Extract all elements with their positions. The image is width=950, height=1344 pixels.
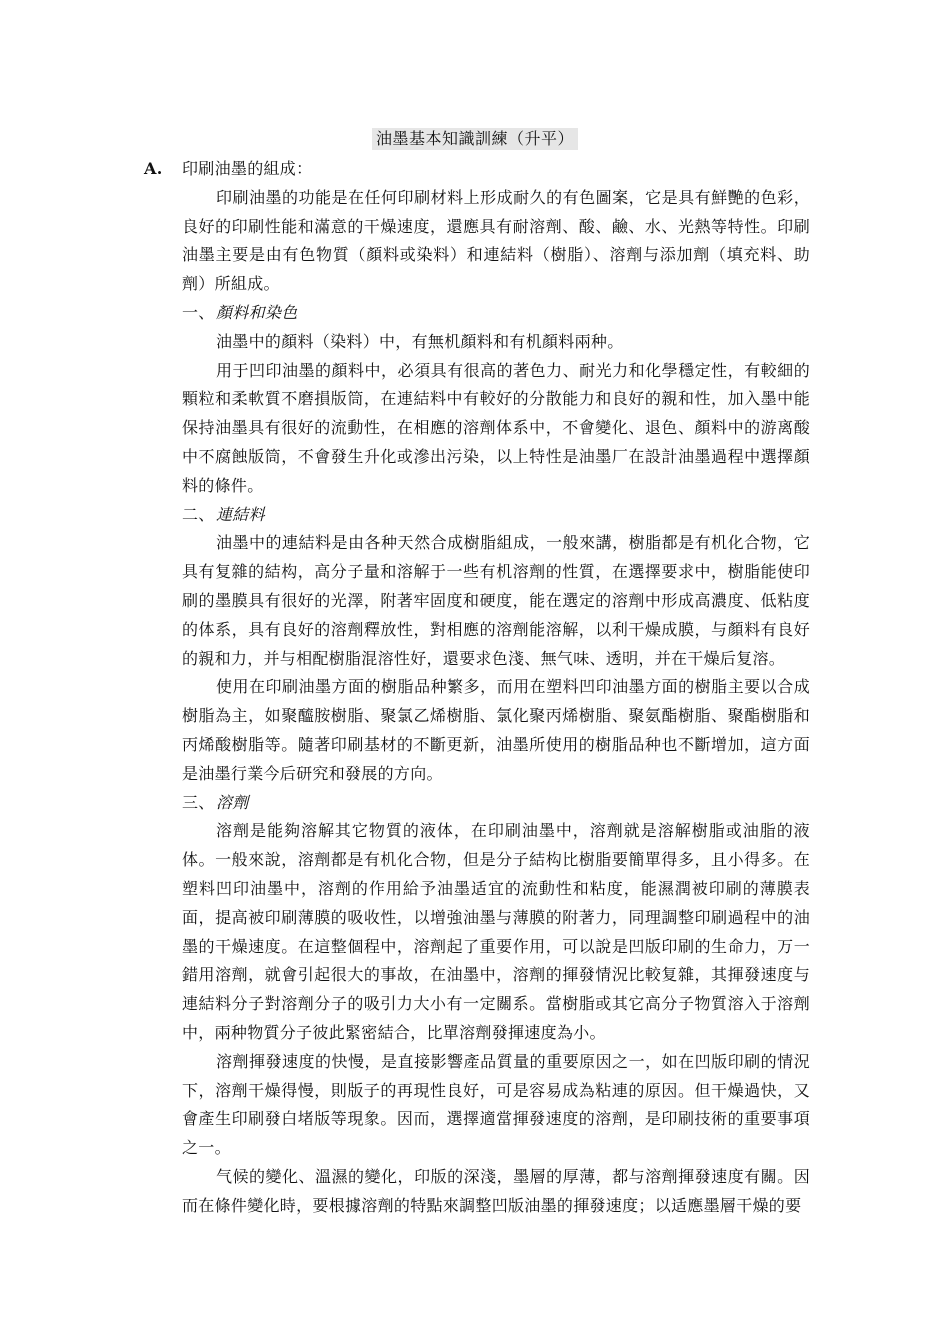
- paragraph: 油墨中的顏料（染料）中，有無机顏料和有机顏料兩种。: [216, 331, 624, 351]
- section-name: 顏料和染色: [216, 302, 298, 322]
- section-a-letter: A.: [144, 159, 163, 178]
- section-a-intro: 印刷油墨的功能是在任何印刷材料上形成耐久的有色圖案，它是具有鮮艷的色彩，良好的印刷性能和滿意的干燥速度，還應具有耐溶劑、酸、鹼、水、光熱等特性。印刷油墨主要是由有色物質（顏料或染料）和連結料（樹脂）、溶劑与添加劑（填充料、助劑）所組成。: [182, 187, 810, 294]
- section-a: [144, 155, 810, 299]
- document-body: [144, 155, 810, 1220]
- section-name: 溶劑: [216, 792, 249, 812]
- paragraph: 溶劑揮發速度的快慢，是直接影響產品質量的重要原因之一，如在凹版印刷的情況下，溶劑干燥得慢，則版子的再現性良好，可是容易成為粘連的原因。但干燥過快，又會產生印刷發白堵版等現象。因而，選擇適當揮發速度的溶劑，是印刷技術的重要事項之一。: [182, 1051, 810, 1158]
- section-a-heading: 印刷油墨的組成：: [182, 159, 313, 178]
- section-heading: [182, 299, 810, 328]
- paragraph: 溶劑是能夠溶解其它物質的液体，在印刷油墨中，溶劑就是溶解樹脂或油脂的液体。一般來說，溶劑都是有机化合物，但是分子結构比樹脂要簡單得多，且小得多。在塑料凹印油墨中，溶劑的作用給予油墨适宜的流動性和粘度，能濕潤被印刷的薄膜表面，提高被印刷薄膜的吸收性，以增強油墨与薄膜的附著力，同理調整印刷過程中的油墨的干燥速度。在這整個程中，溶劑起了重要作用，可以說是凹版印刷的生命力，万一錯用溶劑，就會引起很大的事故，在油墨中，溶劑的揮發情況比較复雜，其揮發速度与連結料分子對溶劑分子的吸引力大小有一定關系。當樹脂或其它高分子物質溶入于溶劑中，兩种物質分子彼此緊密結合，比單溶劑發揮速度為小。: [182, 821, 810, 1042]
- section-solvents: [182, 789, 810, 1221]
- paragraph: 使用在印刷油墨方面的樹脂品种繁多，而用在塑料凹印油墨方面的樹脂主要以合成樹脂為主，如聚醯胺樹脂、聚氯乙烯樹脂、氯化聚丙烯樹脂、聚氨酯樹脂、聚酯樹脂和丙烯酸樹脂等。隨著印刷基材的不斷更新，油墨所使用的樹脂品种也不斷增加，這方面是油墨行業今后研究和發展的方向。: [182, 677, 810, 783]
- paragraph: 油墨中的連結料是由各种天然合成樹脂組成，一般來講，樹脂都是有机化合物，它具有复雜的結构，高分子量和溶解于一些有机溶劑的性質，在選擇要求中，樹脂能使印刷的墨膜具有很好的光澤，附著牢固度和硬度，能在選定的溶劑中形成高濃度、低粘度的体系，具有良好的溶劑釋放性，對相應的溶劑能溶解，以利干燥成膜，与顏料有良好的親和力，并与相配樹脂混溶性好，還要求色淺、無气味、透明，并在干燥后复溶。: [182, 533, 810, 668]
- section-binders: [182, 501, 810, 789]
- title-container: [0, 128, 950, 150]
- section-number: 二、: [182, 504, 215, 524]
- document-title: 油墨基本知識訓練（升平）: [372, 128, 578, 150]
- section-name: 連結料: [216, 504, 265, 524]
- section-number: 三、: [182, 792, 215, 812]
- section-number: 一、: [182, 302, 215, 322]
- section-heading: [182, 501, 810, 530]
- paragraph: 气候的變化、溫濕的變化，印版的深淺，墨層的厚薄，都与溶劑揮發速度有關。因而在條件變化時，要根據溶劑的特點來調整凹版油墨的揮發速度；以适應墨層干燥的要: [182, 1166, 810, 1215]
- section-pigments: [182, 299, 810, 501]
- paragraph: 用于凹印油墨的顏料中，必須具有很高的著色力、耐光力和化學穩定性，有較細的顆粒和柔軟質不磨損版筒，在連結料中有較好的分散能力和良好的親和性，加入墨中能保持油墨具有很好的流動性，在相應的溶劑体系中，不會變化、退色、顏料中的游离酸中不腐蝕版筒，不會發生升化或滲出污染，以上特性是油墨厂在設計油墨過程中選擇顏料的條件。: [182, 360, 810, 495]
- section-heading: [182, 789, 810, 818]
